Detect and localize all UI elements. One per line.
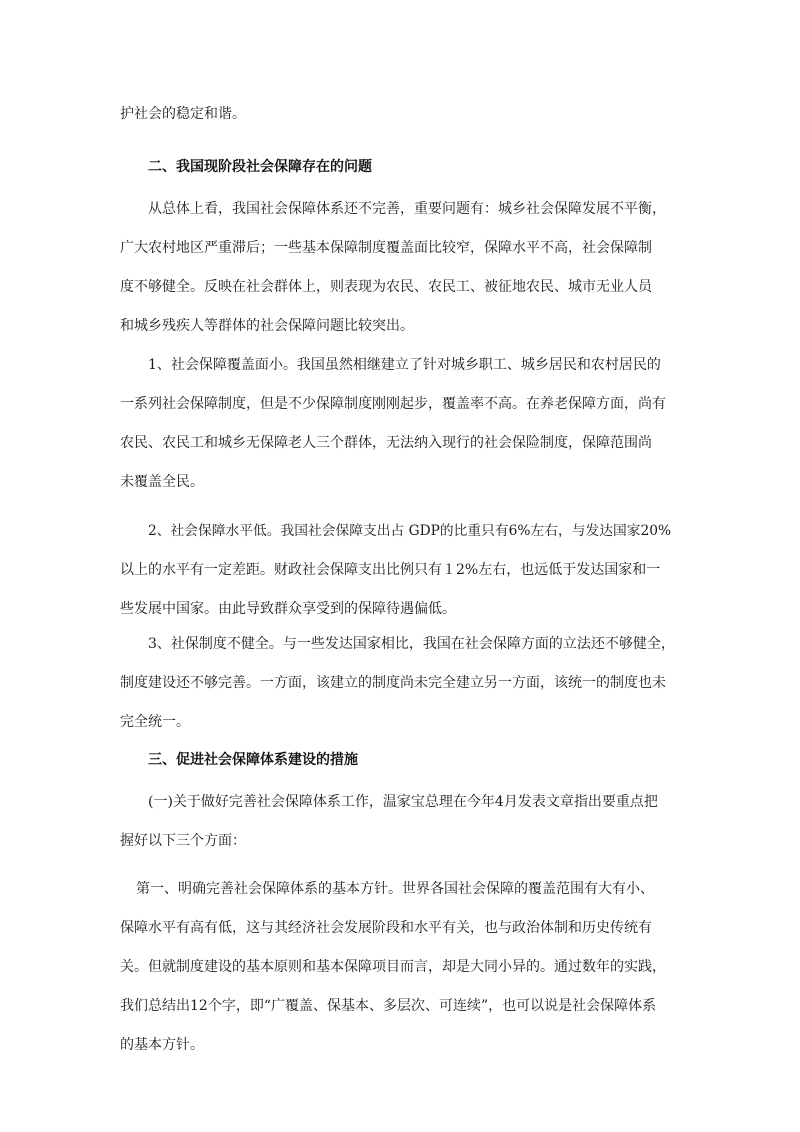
section-heading-2: 二、我国现阶段社会保障存在的问题 — [148, 159, 372, 175]
text-line: 以上的水平有一定差距。财政社会保障支出比例只有１2%左右，也远低于发达国家和一 — [120, 562, 661, 578]
text-line: 一系列社会保障制度，但是不少保障制度刚刚起步，覆盖率不高。在养老保障方面，尚有 — [120, 396, 666, 412]
text-line: 2、社会保障水平低。我国社会保障支出占 GDP的比重只有6%左右，与发达国家20% — [148, 523, 672, 539]
paragraph-continuation: 护社会的稳定和谐。 — [120, 106, 246, 122]
section-heading-3: 三、促进社会保障体系建设的措施 — [148, 752, 358, 768]
text-line: 从总体上看，我国社会保障体系还不完善，重要问题有：城乡社会保障发展不平衡， — [148, 201, 666, 217]
text-line: 未覆盖全民。 — [120, 474, 204, 490]
text-line: (一)关于做好完善社会保障体系工作，温家宝总理在今年4月发表文章指出要重点把 — [148, 794, 658, 810]
text-line: 些发展中国家。由此导致群众享受到的保障待遇偏低。 — [120, 601, 456, 617]
text-line: 1、社会保障覆盖面小。我国虽然相继建立了针对城乡职工、城乡居民和农村居民的 — [148, 357, 661, 373]
text-line: 关。但就制度建设的基本原则和基本保障项目而言，却是大同小异的。通过数年的实践， — [120, 959, 666, 975]
text-line: 3、社保制度不健全。与一些发达国家相比，我国在社会保障方面的立法还不够健全， — [148, 636, 675, 652]
text-line: 我们总结出12个字，即“广覆盖、保基本、多层次、可连续”，也可以说是社会保障体系 — [120, 998, 657, 1014]
text-line: 度不够健全。反映在社会群体上，则表现为农民、农民工、被征地农民、城市无业人员 — [120, 279, 652, 295]
text-line: 握好以下三个方面： — [120, 833, 246, 849]
text-line: 和城乡残疾人等群体的社会保障问题比较突出。 — [120, 318, 414, 334]
text-line: 农民、农民工和城乡无保障老人三个群体，无法纳入现行的社会保险制度，保障范围尚 — [120, 435, 652, 451]
text-line: 的基本方针。 — [120, 1037, 204, 1053]
text-line: 保障水平有高有低，这与其经济社会发展阶段和水平有关，也与政治体制和历史传统有 — [120, 920, 652, 936]
text-line: 完全统一。 — [120, 714, 190, 730]
text-line: 制度建设还不够完善。一方面，该建立的制度尚未完全建立另一方面，该统一的制度也未 — [120, 675, 666, 691]
text-line: 广大农村地区严重滞后；一些基本保障制度覆盖面比较窄，保障水平不高，社会保障制 — [120, 240, 652, 256]
text-line: 第一、明确完善社会保障体系的基本方针。世界各国社会保障的覆盖范围有大有小、 — [136, 881, 654, 897]
